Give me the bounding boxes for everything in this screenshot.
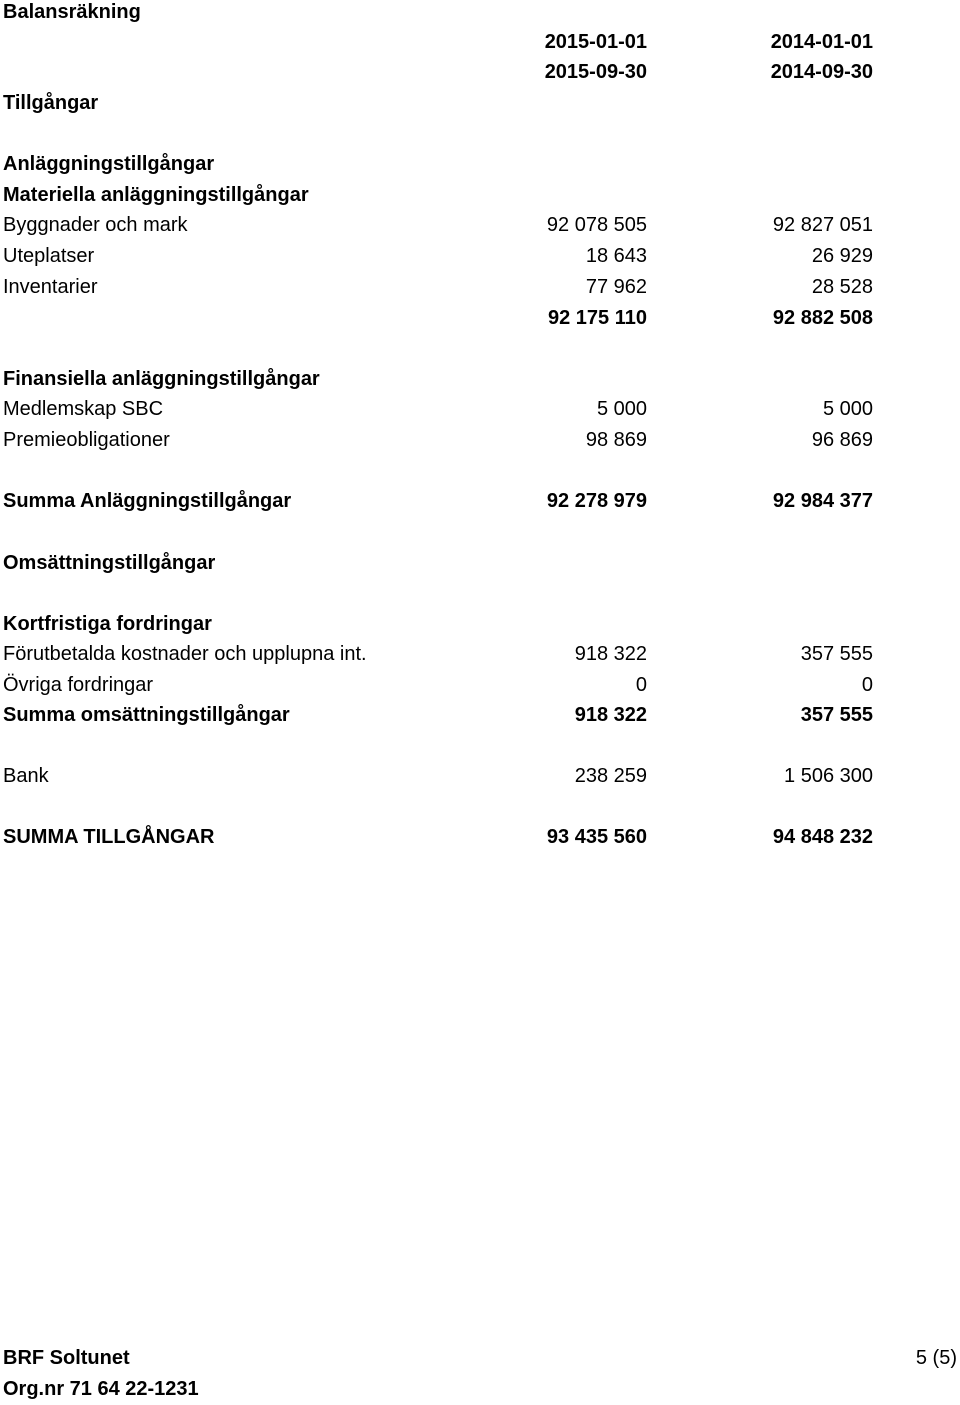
row-value-current: 93 435 560 <box>546 826 647 848</box>
document-title-row <box>0 0 960 27</box>
row-label: SUMMA TILLGÅNGAR <box>3 826 215 848</box>
row-value-previous: 96 869 <box>811 429 873 451</box>
period-end-current: 2015-09-30 <box>544 61 647 83</box>
row-value-previous: 28 528 <box>811 276 873 298</box>
row-value-current: 918 322 <box>574 704 647 726</box>
row-value-current: 5 000 <box>596 398 647 420</box>
row-value-previous: 357 555 <box>800 704 873 726</box>
row-label: Summa omsättningstillgångar <box>3 704 290 726</box>
footer-org-number: Org.nr 71 64 22-1231 <box>3 1378 199 1400</box>
table-row <box>0 639 960 669</box>
row-label: Materiella anläggningstillgångar <box>3 184 309 206</box>
row-value-previous: 5 000 <box>822 398 873 420</box>
table-row <box>0 425 960 455</box>
footer-org-name: BRF Soltunet <box>3 1347 130 1369</box>
period-start-current: 2015-01-01 <box>544 31 647 53</box>
document-title: Balansräkning <box>3 1 141 23</box>
row-value-previous: 92 827 051 <box>772 214 873 236</box>
row-value-current: 98 869 <box>585 429 647 451</box>
table-row <box>0 394 960 424</box>
period-end-row <box>0 57 960 87</box>
row-value-previous: 357 555 <box>800 643 873 665</box>
row-label: Byggnader och mark <box>3 214 188 236</box>
table-row <box>0 364 960 394</box>
row-value-current: 918 322 <box>574 643 647 665</box>
row-label: Medlemskap SBC <box>3 398 164 420</box>
table-row <box>0 609 960 639</box>
row-value-current: 92 078 505 <box>546 214 647 236</box>
row-label: Inventarier <box>3 276 98 298</box>
row-label: Bank <box>3 765 49 787</box>
section-title-row <box>0 88 960 118</box>
row-value-current: 92 175 110 <box>548 307 647 329</box>
table-row <box>0 241 960 271</box>
table-row <box>0 486 960 516</box>
row-value-current: 18 643 <box>585 245 647 267</box>
table-row <box>0 210 960 240</box>
table-row <box>0 700 960 730</box>
row-value-previous: 0 <box>861 674 873 696</box>
table-row <box>0 180 960 210</box>
row-value-current: 77 962 <box>585 276 647 298</box>
footer-org-row <box>0 1343 960 1373</box>
table-row <box>0 670 960 700</box>
row-label: Summa Anläggningstillgångar <box>3 490 292 512</box>
row-value-previous: 92 882 508 <box>772 307 873 329</box>
row-value-previous: 1 506 300 <box>784 765 873 787</box>
table-row <box>0 822 960 852</box>
row-label: Finansiella anläggningstillgångar <box>3 368 320 390</box>
row-label: Uteplatser <box>3 245 95 267</box>
table-row <box>0 761 960 791</box>
table-row <box>0 548 960 578</box>
row-value-current: 0 <box>635 674 647 696</box>
row-label: Förutbetalda kostnader och upplupna int. <box>3 643 367 665</box>
table-row <box>0 303 960 333</box>
row-value-previous: 94 848 232 <box>772 826 873 848</box>
row-value-previous: 92 984 377 <box>772 490 873 512</box>
table-row <box>0 149 960 179</box>
period-start-row <box>0 27 960 57</box>
period-start-previous: 2014-01-01 <box>770 31 873 53</box>
table-row <box>0 272 960 302</box>
row-label: Kortfristiga fordringar <box>3 613 212 635</box>
footer-orgnr-row <box>0 1374 960 1404</box>
row-label: Omsättningstillgångar <box>3 552 216 574</box>
footer-page-number: 5 (5) <box>915 1347 957 1369</box>
row-label: Anläggningstillgångar <box>3 153 215 175</box>
row-value-current: 238 259 <box>574 765 647 787</box>
period-end-previous: 2014-09-30 <box>770 61 873 83</box>
row-label: Övriga fordringar <box>3 674 154 696</box>
section-title: Tillgångar <box>3 92 99 114</box>
row-value-current: 92 278 979 <box>546 490 647 512</box>
row-value-previous: 26 929 <box>811 245 873 267</box>
row-label: Premieobligationer <box>3 429 170 451</box>
